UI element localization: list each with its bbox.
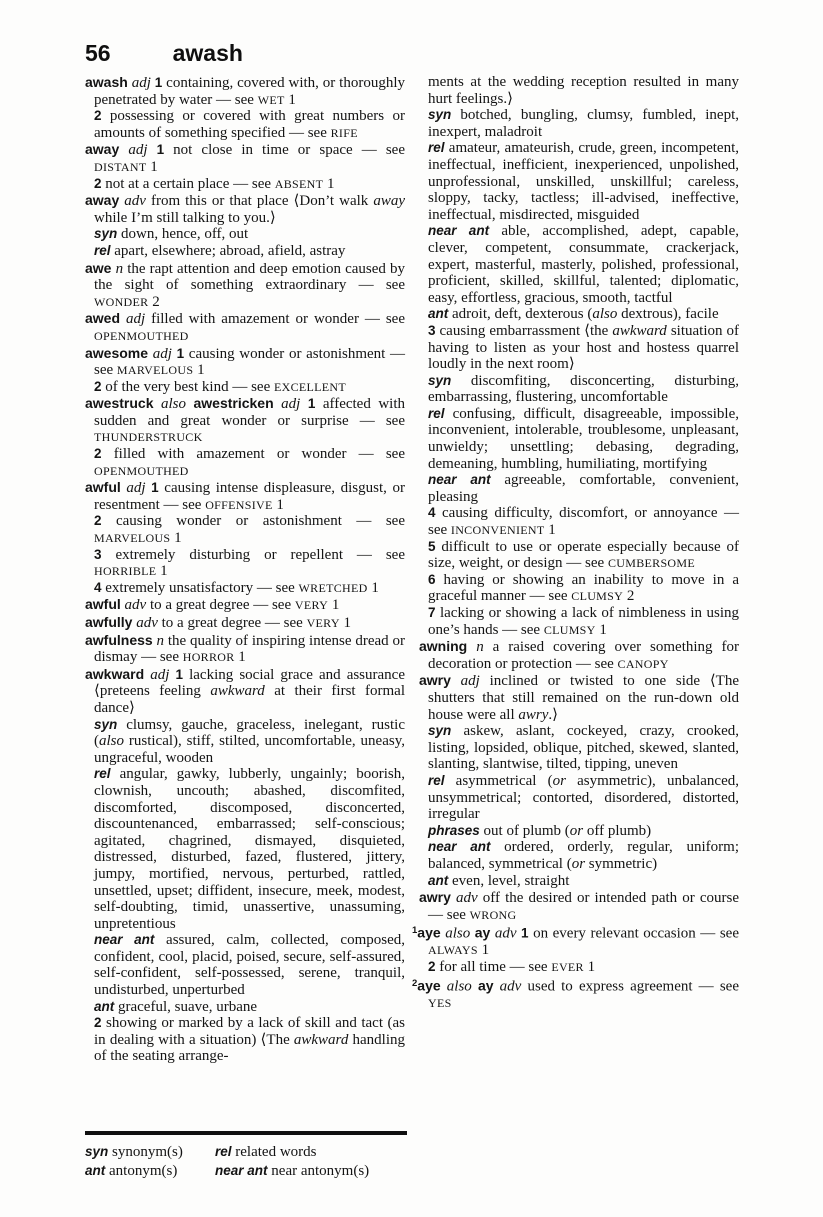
cross-reference: OPENMOUTHED <box>94 463 189 478</box>
cross-reference: DISTANT <box>94 159 147 174</box>
text: antonym(s) <box>105 1162 178 1179</box>
text: discomfiting, disconcerting, disturbing, embarrassing, flustering, uncomfortable <box>428 372 739 406</box>
text: not at a certain place — see <box>101 175 275 192</box>
text: for all time — see <box>435 958 552 975</box>
part-of-speech: adv <box>132 615 162 631</box>
cross-reference: OFFENSIVE <box>205 497 273 512</box>
text: to a great degree — see <box>149 597 295 614</box>
cross-reference: ALWAYS <box>428 943 478 958</box>
text: even, level, straight <box>448 872 570 889</box>
legend-column-2 <box>215 1143 369 1180</box>
text: 1 <box>367 579 379 596</box>
text: 2 <box>148 293 160 310</box>
headword: awning <box>419 638 468 655</box>
text: 2 <box>623 588 635 605</box>
field-label: near ant <box>428 839 491 855</box>
sense-paragraph <box>94 999 405 1016</box>
cross-reference: YES <box>428 995 452 1010</box>
part-of-speech: n <box>152 632 168 649</box>
text: affected with sudden and great wonder or surprise — see <box>94 396 405 429</box>
sense-number: 2 <box>428 958 436 974</box>
sense-paragraph <box>428 107 739 140</box>
sense-number: 1 <box>176 345 185 361</box>
headword: awash <box>85 74 128 90</box>
text: 1 <box>477 942 490 959</box>
text: containing, covered with, or thoroughly penetrated by water — see <box>94 75 406 108</box>
field-label: ant <box>94 998 115 1014</box>
page-header <box>85 40 243 67</box>
text: filled with amazement or wonder — see <box>151 311 405 328</box>
text: extremely unsatisfactory — see <box>101 579 299 596</box>
headword: awestruck <box>85 395 154 412</box>
sense-paragraph <box>428 723 739 773</box>
text: handling of the seating arrange- <box>94 1031 405 1065</box>
part-of-speech: adj <box>120 480 152 497</box>
text: difficult to use or operate especially because of size, weight, or design — see <box>428 538 739 572</box>
field-label: rel <box>94 766 111 782</box>
text: 1 <box>323 175 335 192</box>
sense-paragraph <box>94 379 405 396</box>
field-label: near ant <box>428 472 491 488</box>
headword: away <box>85 192 120 209</box>
sense-paragraph <box>94 1015 405 1065</box>
sense-paragraph <box>94 226 405 243</box>
headword: awkward <box>85 665 145 682</box>
entry-paragraph <box>85 141 405 175</box>
entry-paragraph <box>412 923 739 959</box>
sense-number: 6 <box>428 571 436 587</box>
legend-line <box>85 1162 215 1181</box>
sense-paragraph <box>428 873 739 890</box>
entry-paragraph <box>85 614 405 632</box>
sense-number: 1 <box>307 396 316 412</box>
text: assured, calm, collected, composed, confident, cool, placid, poised, secure, self-assured, self-confident, self-possessed, serene, tranquil, undisturbed, unperturbed <box>94 932 405 999</box>
text: 1 <box>284 91 296 108</box>
italic-text: awkward <box>293 1031 349 1048</box>
sense-paragraph <box>428 605 739 638</box>
headword: awesome <box>85 344 149 361</box>
text: while I’m still talking to you.⟩ <box>94 209 276 226</box>
cross-reference: HORROR <box>182 650 235 665</box>
text: situation of having to listen as your host and hostess quarrel loudly in the next room⟩ <box>428 322 739 373</box>
part-of-speech: adv <box>450 890 483 907</box>
entry-paragraph <box>85 479 406 513</box>
sense-paragraph <box>94 243 405 260</box>
part-of-speech: adj <box>450 673 490 690</box>
footer-legend <box>85 1131 407 1180</box>
legend-column-1 <box>85 1143 215 1180</box>
text: showing or marked by a lack of skill and tact (as in dealing with a situation) ⟨The <box>94 1015 405 1048</box>
italic-text: away <box>373 193 405 210</box>
cross-reference: THUNDERSTRUCK <box>94 430 203 445</box>
headword: awry <box>419 889 451 906</box>
footer-rule <box>85 1131 407 1135</box>
legend-line <box>215 1143 369 1162</box>
part-of-speech: adj <box>127 75 155 91</box>
entry-paragraph <box>85 259 406 311</box>
part-of-speech: adv <box>493 978 528 995</box>
legend-line <box>85 1143 215 1162</box>
cross-reference: CLUMSY <box>543 622 596 637</box>
text: .⟩ <box>548 706 558 723</box>
text: 1 <box>234 649 246 666</box>
cross-reference: ABSENT <box>274 176 324 191</box>
text: 1 <box>328 597 340 614</box>
entry-paragraph <box>85 395 405 446</box>
text: symmetric) <box>585 855 658 872</box>
sense-paragraph <box>428 505 739 538</box>
sense-number: 1 <box>156 142 165 158</box>
entry-paragraph <box>419 638 739 672</box>
sense-paragraph <box>428 773 739 823</box>
sense-number: 5 <box>428 538 436 554</box>
text: causing difficulty, discomfort, or annoyance — see <box>428 505 739 539</box>
text: out of plumb ( <box>479 822 570 839</box>
field-label: syn <box>94 716 118 732</box>
part-of-speech: adj <box>148 345 177 362</box>
legend-line <box>215 1162 369 1181</box>
cross-reference: MARVELOUS <box>94 531 171 546</box>
field-label: rel <box>428 405 445 421</box>
sense-paragraph <box>428 406 739 472</box>
sense-paragraph <box>94 108 405 141</box>
field-label: rel <box>428 140 445 156</box>
text: ments at the wedding reception resulted in many hurt feelings.⟩ <box>428 74 739 107</box>
sense-paragraph <box>428 539 739 572</box>
text: possessing or covered with great numbers or amounts of something specified — see <box>94 108 405 141</box>
text: 1 <box>583 958 596 975</box>
text: from this or that place ⟨Don’t walk <box>150 193 374 210</box>
sense-paragraph <box>428 140 739 223</box>
text: off plumb) <box>583 822 652 839</box>
text: on every relevant occasion — see <box>528 925 739 942</box>
part-of-speech: adv <box>119 193 151 210</box>
sense-number: 2 <box>94 175 102 191</box>
headword: awry <box>419 672 451 689</box>
sense-number: 2 <box>94 446 102 462</box>
sense-paragraph <box>94 446 405 479</box>
text: angular, gawky, lubberly, ungainly; boorish, clownish, uncouth; abashed, discomfited, discomforted, discomposed, disconcerted, discountenanced, embarrassed; self-conscious; agitated, chagrined, dismayed, disquieted, distressed, disturbed, fazed, flustered, jittery, jumpy, mortified, nervous, perturbed, rattled, unsettled, upset; diffident, insecure, meek, modest, self-doubting, timid, unassertive, unassuming, unpretentious <box>94 766 405 932</box>
text: able, accomplished, adept, capable, clever, competent, consummate, crackerjack, expert, masterful, masterly, polished, professional, proficient, skilled, skillful, talented; diplomatic, easy, effortless, gracious, smooth, tactful <box>428 223 739 306</box>
field-label: ant <box>428 306 449 322</box>
sense-number: 1 <box>154 75 163 90</box>
sense-paragraph <box>94 580 405 597</box>
cross-reference: WET <box>257 92 285 107</box>
text: causing embarrassment ⟨the <box>435 322 613 339</box>
italic-text: awkward <box>612 322 667 339</box>
sense-paragraph <box>428 223 739 306</box>
field-label: near ant <box>428 223 490 239</box>
part-of-speech: adj <box>273 396 308 413</box>
text: to a great degree — see <box>161 615 307 631</box>
field-label: rel <box>428 772 445 788</box>
sense-paragraph <box>428 323 739 373</box>
text: causing wonder or astonishment — see <box>94 345 405 379</box>
text: confusing, difficult, disagreeable, impossible, inconvenient, intolerable, troublesome, unpleasant, unwieldy; unsettling; debasing, degrading, demeaning, humbling, humiliating, mortifying <box>428 405 739 472</box>
homograph-number: 1 <box>412 925 418 937</box>
italic-text: also <box>592 306 618 323</box>
italic-text: also <box>440 925 475 942</box>
text: dextrous), facile <box>617 306 719 323</box>
legend-columns <box>85 1143 407 1180</box>
text: adroit, deft, dexterous ( <box>448 306 593 323</box>
headword: awfulness <box>85 631 153 648</box>
part-of-speech: n <box>467 639 493 656</box>
sense-number: 4 <box>428 505 436 521</box>
headword: away <box>85 141 120 158</box>
sense-number: 1 <box>175 666 183 682</box>
sense-number: 4 <box>94 579 102 595</box>
text: filled with amazement or wonder — see <box>101 446 405 463</box>
cross-reference: VERY <box>294 598 329 613</box>
sense-paragraph <box>428 959 739 976</box>
cross-reference: OPENMOUTHED <box>94 328 189 343</box>
left-column <box>85 74 405 1065</box>
headword: awful <box>85 596 121 613</box>
text: extremely disturbing or repellent — see <box>101 546 405 563</box>
text: 1 <box>544 522 556 539</box>
italic-text: also <box>440 978 478 995</box>
text: askew, aslant, cockeyed, crazy, crooked, listing, lopsided, oblique, pitched, skewed, slanted, slanting, slantwise, tilted, tipping, uneven <box>428 723 739 773</box>
text: related words <box>231 1144 317 1160</box>
entry-paragraph <box>85 344 405 379</box>
italic-text: awry <box>518 706 549 723</box>
text: a raised covering over something for decoration or protection — see <box>428 639 739 672</box>
sense-paragraph <box>428 472 739 505</box>
cross-reference: CUMBERSOME <box>607 556 695 571</box>
sense-paragraph <box>428 373 739 406</box>
cross-reference: INCONVENIENT <box>450 523 545 538</box>
text: 1 <box>146 158 158 175</box>
headword: aye <box>417 977 441 994</box>
guide-word: awash <box>172 40 243 66</box>
sense-paragraph <box>94 547 405 580</box>
part-of-speech: adj <box>144 666 176 683</box>
headword: ay <box>477 977 494 994</box>
sense-number: 2 <box>94 1015 102 1031</box>
sense-number: 1 <box>151 480 159 496</box>
text: 1 <box>193 362 205 379</box>
text: of the very best kind — see <box>101 378 274 395</box>
headword: awe <box>85 259 112 276</box>
sense-number: 3 <box>94 546 102 562</box>
page-number: 56 <box>85 40 111 66</box>
homograph-number: 2 <box>412 977 418 989</box>
italic-text: or <box>569 822 584 839</box>
text: 1 <box>339 615 352 631</box>
sense-paragraph <box>428 839 739 872</box>
text: 1 <box>156 563 168 580</box>
text: agreeable, comfortable, convenient, pleasing <box>428 472 739 505</box>
text: lacking social grace and assurance ⟨preteens feeling <box>94 666 405 700</box>
sense-number: 2 <box>94 378 102 394</box>
entry-paragraph <box>85 596 405 614</box>
text: at their first formal dance⟩ <box>94 683 405 716</box>
text: graceful, suave, urbane <box>114 998 258 1015</box>
sense-paragraph <box>428 823 739 840</box>
text: 1 <box>595 621 607 638</box>
sense-number: 2 <box>94 513 102 529</box>
part-of-speech: n <box>111 260 128 277</box>
cross-reference: CLUMSY <box>571 589 624 604</box>
field-label: near ant <box>215 1162 268 1178</box>
headword: aye <box>417 924 441 941</box>
text: clumsy, gauche, graceless, inelegant, rustic ( <box>94 716 405 750</box>
text: asymmetrical ( <box>444 772 553 789</box>
text: down, hence, off, out <box>117 226 249 243</box>
text: rustical), stiff, stilted, uncomfortable, uneasy, ungraceful, wooden <box>94 733 405 766</box>
text: asymmetric), unbalanced, unsymmetrical; contorted, disordered, distorted, irregular <box>428 772 739 823</box>
entry-paragraph <box>412 976 739 1012</box>
text: having or showing an inability to move in a graceful manner — see <box>428 571 739 605</box>
field-label: phrases <box>428 822 480 838</box>
text: botched, bungling, clumsy, fumbled, inept, inexpert, maladroit <box>428 107 739 140</box>
sense-paragraph <box>428 572 739 605</box>
sense-number: 3 <box>428 322 436 338</box>
text: synonym(s) <box>108 1144 183 1160</box>
field-label: rel <box>215 1144 232 1159</box>
text: the rapt attention and deep emotion caused by the sight of something extraordinary — see <box>94 260 406 294</box>
sense-paragraph <box>94 176 405 193</box>
text: off the desired or intended path or course — see <box>428 890 739 923</box>
text: the quality of inspiring intense dread or dismay — see <box>94 632 405 666</box>
italic-text: awkward <box>210 683 265 700</box>
text: lacking or showing a lack of nimbleness in using one’s hands — see <box>428 605 739 638</box>
cross-reference: EXCELLENT <box>273 379 347 394</box>
text: amateur, amateurish, crude, green, incompetent, ineffectual, inefficient, inexperienced, unpolished, unprofessional, unskilled, unskillful; careless, sloppy, tacky, tactless; ill-advised, ineffective, ineffectual, misdirected, misguided <box>428 140 739 223</box>
sense-paragraph <box>94 766 405 932</box>
field-label: syn <box>428 723 452 739</box>
text: near antonym(s) <box>267 1162 370 1179</box>
cross-reference: EVER <box>551 959 584 974</box>
sense-number: 2 <box>94 108 102 124</box>
italic-text: also <box>99 733 125 750</box>
text: causing wonder or astonishment — see <box>101 513 405 530</box>
headword: awed <box>85 310 121 327</box>
cross-reference: CANOPY <box>617 656 669 671</box>
field-label: near ant <box>94 932 155 948</box>
entry-paragraph <box>85 310 405 344</box>
part-of-speech: adv <box>490 925 522 942</box>
sense-number: 7 <box>428 605 436 620</box>
part-of-speech: adj <box>120 311 152 328</box>
cross-reference: MARVELOUS <box>116 363 194 378</box>
field-label: ant <box>85 1162 106 1178</box>
text: ordered, orderly, regular, uniform; balanced, symmetrical ( <box>428 839 739 872</box>
text: 1 <box>272 496 284 513</box>
field-label: syn <box>428 372 452 388</box>
text-columns <box>85 74 739 1065</box>
text: not close in time or space — see <box>164 142 405 159</box>
entry-paragraph <box>85 192 405 226</box>
cross-reference: VERY <box>306 616 340 630</box>
entry-paragraph <box>419 672 739 723</box>
entry-paragraph <box>419 889 739 923</box>
text: 1 <box>170 530 182 547</box>
text: causing intense displeasure, disgust, or resentment — see <box>94 480 406 513</box>
entry-paragraph <box>85 665 405 717</box>
part-of-speech: adj <box>119 142 157 159</box>
cross-reference: WRONG <box>469 907 517 922</box>
headword: awestricken <box>193 395 274 412</box>
headword: awfully <box>85 614 133 630</box>
text: used to express agreement — see <box>527 978 739 995</box>
entry-continuation <box>428 74 739 107</box>
headword: awful <box>85 479 121 496</box>
cross-reference: WONDER <box>94 294 149 309</box>
cross-reference: RIFE <box>330 125 358 140</box>
sense-paragraph <box>94 717 405 767</box>
italic-text: also <box>153 396 194 413</box>
sense-paragraph <box>94 932 405 998</box>
italic-text: or <box>552 772 566 789</box>
field-label: syn <box>94 226 118 242</box>
sense-paragraph <box>428 306 739 323</box>
italic-text: or <box>571 855 586 872</box>
cross-reference: HORRIBLE <box>94 564 157 579</box>
field-label: syn <box>428 107 452 123</box>
headword: ay <box>474 924 491 941</box>
entry-paragraph <box>85 74 406 108</box>
part-of-speech: adv <box>120 597 150 614</box>
cross-reference: WRETCHED <box>298 580 368 595</box>
sense-paragraph <box>94 513 405 546</box>
text: inclined or twisted to one side ⟨The shutters that still remained on the run-down old house were all <box>428 673 739 723</box>
right-column <box>412 74 739 1065</box>
field-label: ant <box>428 872 449 888</box>
entry-paragraph <box>85 631 405 666</box>
sense-number: 1 <box>521 925 529 941</box>
field-label: syn <box>85 1144 109 1159</box>
text: apart, elsewhere; abroad, afield, astray <box>110 242 346 259</box>
field-label: rel <box>94 242 111 258</box>
